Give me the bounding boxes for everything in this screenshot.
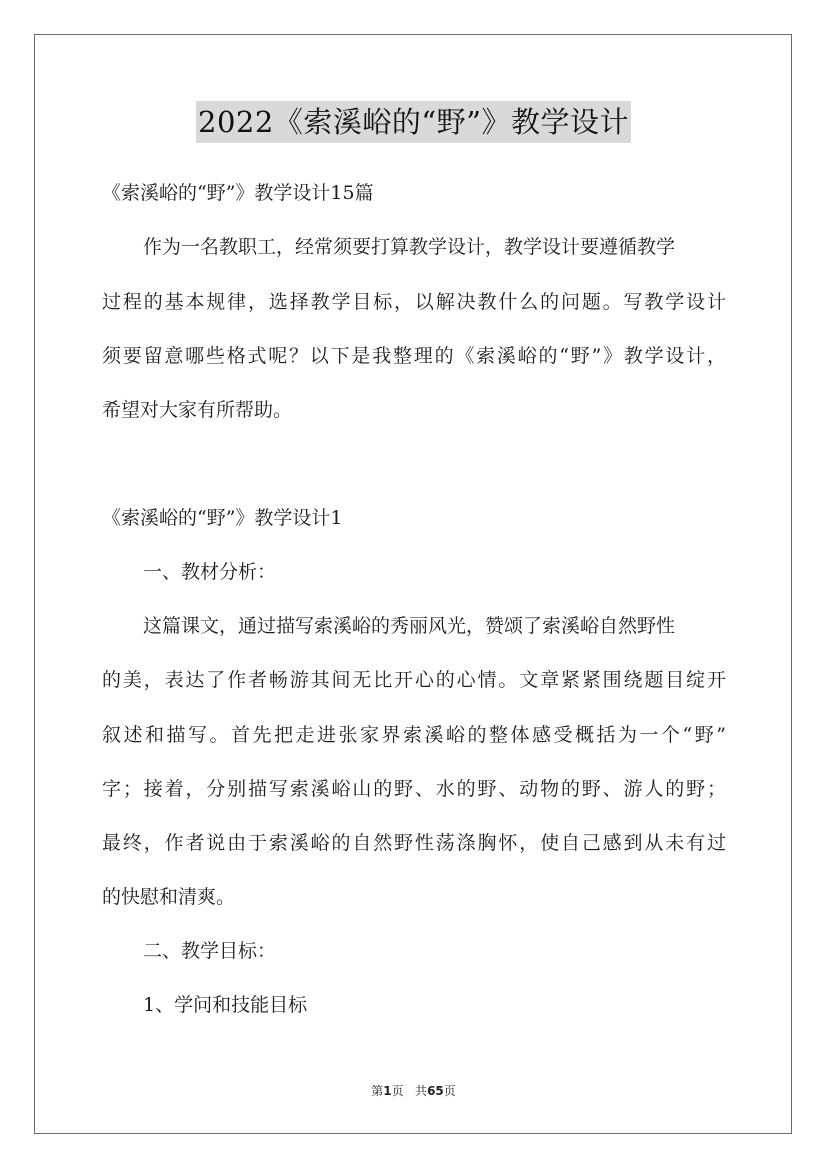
footer-page-number: 1 [383, 1084, 392, 1098]
analysis-line-6: 的快慰和清爽。 [102, 886, 236, 908]
footer-total-prefix: 共 [415, 1084, 428, 1098]
page-footer [0, 1083, 827, 1099]
intro-line-2: 过程的基本规律，选择教学目标，以解决教什么的问题。写教学设计 [102, 291, 726, 313]
intro-line-4: 希望对大家有所帮助。 [102, 399, 293, 421]
goal-item-1: 1、学问和技能目标 [143, 994, 308, 1016]
document-title: 2022《索溪峪的“野”》教学设计 [196, 101, 631, 143]
footer-page-suffix: 页 [391, 1084, 404, 1098]
document-subtitle: 《索溪峪的“野”》教学设计15篇 [102, 182, 374, 204]
analysis-line-4: 字；接着，分别描写索溪峪山的野、水的野、动物的野、游人的野； [102, 778, 726, 800]
analysis-line-2: 的美，表达了作者畅游其间无比开心的心情。文章紧紧围绕题目绽开 [102, 669, 726, 691]
section-heading: 《索溪峪的“野”》教学设计1 [102, 507, 343, 529]
footer-total-pages: 65 [427, 1084, 444, 1098]
part1-heading: 一、教材分析： [143, 561, 277, 583]
title-container [0, 101, 827, 143]
analysis-line-1: 这篇课文，通过描写索溪峪的秀丽风光，赞颂了索溪峪自然野性 [143, 615, 676, 637]
intro-line-3: 须要留意哪些格式呢？以下是我整理的《索溪峪的“野”》教学设计， [102, 345, 726, 367]
analysis-line-5: 最终，作者说由于索溪峪的自然野性荡涤胸怀，使自己感到从未有过 [102, 832, 726, 854]
footer-total-suffix: 页 [443, 1084, 456, 1098]
analysis-line-3: 叙述和描写。首先把走进张家界索溪峪的整体感受概括为一个“野” [102, 724, 726, 746]
footer-page-prefix: 第 [371, 1084, 384, 1098]
part2-heading: 二、教学目标： [143, 940, 277, 962]
intro-line-1: 作为一名教职工，经常须要打算教学设计，教学设计要遵循教学 [143, 236, 676, 258]
